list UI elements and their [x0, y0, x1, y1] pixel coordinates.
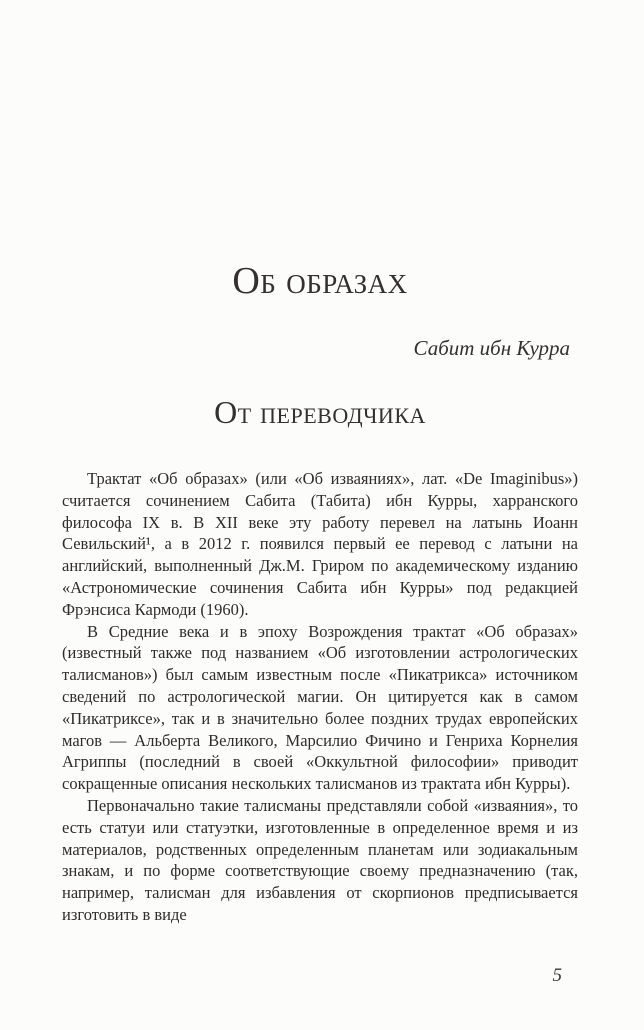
author-byline: Сабит ибн Курра — [413, 336, 570, 360]
body-text — [62, 468, 578, 949]
paragraph-1: Трактат «Об образах» (или «Об изваяниях», лат. «De Imaginibus») считается сочинением Сабита (Табита) ибн Курры, харранского философа IX в. В XII веке эту работу перевел на латынь Иоанн Севильский¹, а в 2012 г. появился первый ее перевод с латыни на английский, выполненный Дж.М. Гриром по академическому изданию «Астрономические сочинения Сабита ибн Курры» под редакцией Фрэнсиса Кармоди (1960). — [62, 469, 578, 619]
paragraph-2: В Средние века и в эпоху Возрождения трактат «Об образах» (известный также под названием «Об изготовлении астрологических талисманов») был самым известным после «Пикатрикса» источником сведений по астрологической магии. Он цитируется как в самом «Пикатриксе», так и в значительно более поздних трудах европейских магов — Альберта Великого, Марсилио Фичино и Генриха Корнелия Агриппы (последний в своей «Оккультной философии» приводит сокращенные описания нескольких талисманов из трактата ибн Курры). — [62, 621, 578, 794]
section-heading: От переводчика — [214, 394, 426, 430]
paragraph-3: Первоначально такие талисманы представляли собой «изваяния», то есть статуи или статуэтки, изготовленные в определенное время и из материалов, родственных определенным планетам или зодиакальным знакам, и по форме соответствующие своему предназначению (так, например, талисман для избавления от скорпионов предписывается изготовить в виде — [62, 795, 578, 924]
page-number: 5 — [552, 965, 562, 986]
chapter-title: Об образах — [232, 260, 408, 302]
page-content — [0, 262, 644, 949]
